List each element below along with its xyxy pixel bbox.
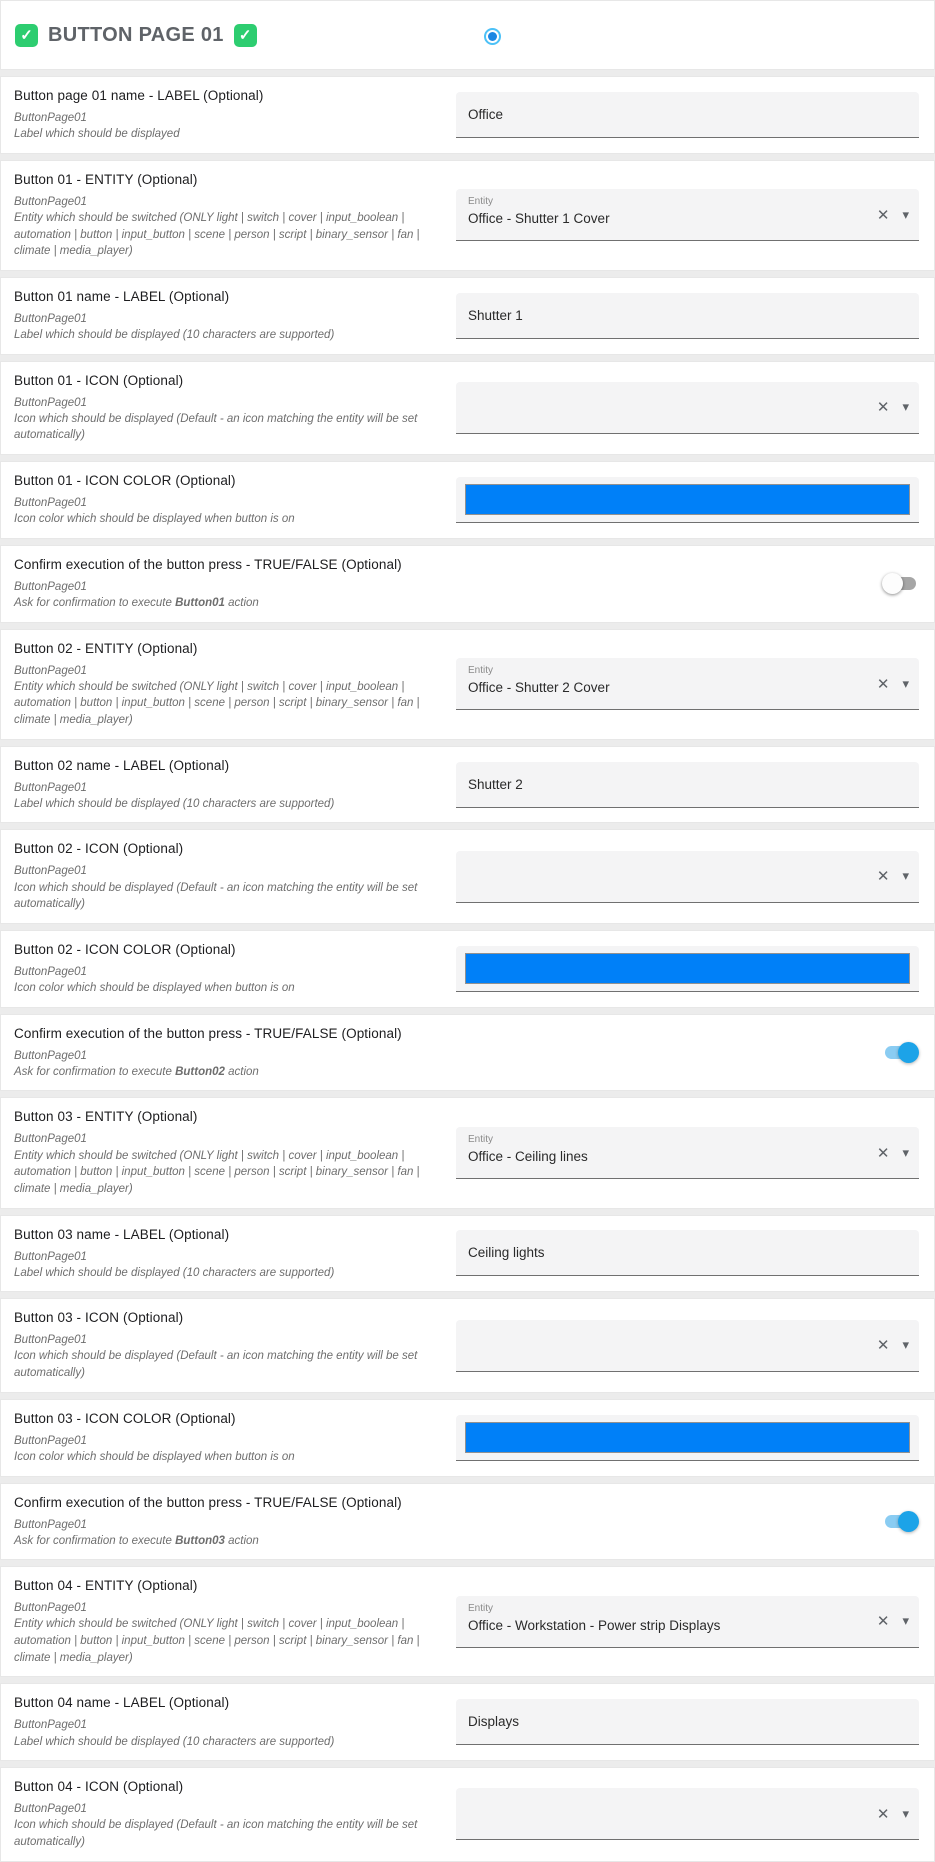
row-title: Button 04 name - LABEL (Optional) xyxy=(14,1695,230,1711)
form-row xyxy=(0,1298,935,1392)
dropdown-arrow-icon[interactable]: ▾ xyxy=(902,1805,909,1821)
row-subtitle: ButtonPage01 xyxy=(14,865,87,878)
field-value: Office - Shutter 2 Cover xyxy=(468,680,610,696)
clear-icon[interactable]: ✕ xyxy=(876,1613,890,1631)
field-floating-label: Entity xyxy=(468,1602,494,1614)
clear-icon[interactable]: ✕ xyxy=(876,675,890,693)
description-text: Ask for confirmation to execute xyxy=(14,1534,176,1547)
text-input[interactable] xyxy=(456,1699,919,1745)
form-row xyxy=(0,629,935,740)
row-subtitle: ButtonPage01 xyxy=(14,1803,87,1816)
description-text: action xyxy=(224,1065,259,1078)
entity-select[interactable] xyxy=(456,1596,919,1648)
row-subtitle: ButtonPage01 xyxy=(14,195,87,208)
entity-select[interactable] xyxy=(456,658,919,710)
clear-icon[interactable]: ✕ xyxy=(876,206,890,224)
field-value: Displays xyxy=(468,1714,520,1730)
row-title: Button 01 - ICON COLOR (Optional) xyxy=(14,473,236,489)
form-row xyxy=(0,461,935,539)
color-swatch[interactable] xyxy=(465,953,910,984)
row-subtitle: ButtonPage01 xyxy=(14,965,87,978)
field-value: Office - Shutter 1 Cover xyxy=(468,211,610,227)
text-input[interactable] xyxy=(456,1230,919,1276)
row-description: Icon which should be displayed (Default - an icon matching the entity will be set automatically) xyxy=(14,1819,418,1848)
row-description: Icon color which should be displayed when button is on xyxy=(14,982,295,995)
field-floating-label: Entity xyxy=(468,665,494,677)
row-title: Button page 01 name - LABEL (Optional) xyxy=(14,88,264,103)
text-input[interactable] xyxy=(456,762,919,808)
icon-select[interactable] xyxy=(456,382,919,434)
color-swatch[interactable] xyxy=(465,1422,910,1453)
toggle-switch[interactable] xyxy=(882,573,919,594)
text-input[interactable] xyxy=(456,293,919,339)
row-description: Label which should be displayed xyxy=(14,128,180,141)
row-description: Label which should be displayed (10 characters are supported) xyxy=(14,1266,335,1279)
button-ref-text: Button03 xyxy=(175,1534,225,1547)
row-subtitle: ButtonPage01 xyxy=(14,112,87,124)
form-row xyxy=(0,1097,935,1208)
row-description xyxy=(14,1533,442,1550)
entity-select[interactable] xyxy=(456,1127,919,1179)
form-row xyxy=(0,1767,935,1861)
page-title: BUTTON PAGE 01 xyxy=(48,23,224,46)
row-description: Icon which should be displayed (Default - an icon matching the entity will be set automatically) xyxy=(14,412,418,442)
row-subtitle: ButtonPage01 xyxy=(14,1049,87,1062)
row-title: Button 01 - ENTITY (Optional) xyxy=(14,171,198,187)
row-title: Confirm execution of the button press - TRUE/FALSE (Optional) xyxy=(14,1025,402,1041)
icon-select[interactable] xyxy=(456,851,919,903)
row-title: Button 03 - ENTITY (Optional) xyxy=(14,1109,198,1125)
row-title: Button 03 name - LABEL (Optional) xyxy=(14,1226,230,1242)
row-description: Entity which should be switched (ONLY light | switch | cover | input_boolean | automation | button | input_button | scene | person | script | binary_sensor | fan | climate | media_player) xyxy=(14,680,420,727)
row-title: Button 03 - ICON (Optional) xyxy=(14,1310,184,1326)
toggle-switch[interactable] xyxy=(882,1511,919,1532)
field-value: Shutter 1 xyxy=(468,307,523,323)
row-subtitle: ButtonPage01 xyxy=(14,781,87,794)
button-ref-text: Button02 xyxy=(175,1065,225,1078)
check-icon: ✓ xyxy=(234,24,257,47)
dropdown-arrow-icon[interactable]: ▾ xyxy=(902,1337,909,1353)
row-title: Button 03 - ICON COLOR (Optional) xyxy=(14,1410,236,1426)
row-subtitle: ButtonPage01 xyxy=(14,1334,87,1347)
row-subtitle: ButtonPage01 xyxy=(14,497,87,510)
row-subtitle: ButtonPage01 xyxy=(14,1250,87,1263)
color-input[interactable] xyxy=(456,477,919,523)
clear-icon[interactable]: ✕ xyxy=(876,1144,890,1162)
dropdown-arrow-icon[interactable]: ▾ xyxy=(902,399,909,415)
clear-icon[interactable]: ✕ xyxy=(876,1805,890,1823)
field-value: Shutter 2 xyxy=(468,776,523,792)
button-ref-text: Button01 xyxy=(175,596,225,609)
row-title: Button 02 - ENTITY (Optional) xyxy=(14,640,198,656)
row-title: Confirm execution of the button press - TRUE/FALSE (Optional) xyxy=(14,1494,402,1510)
row-subtitle: ButtonPage01 xyxy=(14,1434,87,1447)
check-icon: ✓ xyxy=(15,24,38,47)
row-subtitle: ButtonPage01 xyxy=(14,580,87,593)
field-value: Office - Ceiling lines xyxy=(468,1149,588,1164)
form-row xyxy=(0,361,935,455)
field-value: Office xyxy=(468,106,504,122)
color-input[interactable] xyxy=(456,946,919,992)
row-subtitle: ButtonPage01 xyxy=(14,1602,87,1615)
row-subtitle: ButtonPage01 xyxy=(14,312,87,325)
row-title: Button 01 name - LABEL (Optional) xyxy=(14,288,230,304)
form-row xyxy=(0,76,935,154)
form-row xyxy=(0,1215,935,1293)
field-value: Office - Workstation - Power strip Displays xyxy=(468,1617,721,1633)
dropdown-arrow-icon[interactable]: ▾ xyxy=(902,1613,909,1629)
row-description: Icon color which should be displayed when button is on xyxy=(14,513,295,526)
row-description xyxy=(14,595,442,612)
row-title: Button 02 name - LABEL (Optional) xyxy=(14,757,230,773)
color-input[interactable] xyxy=(456,1415,919,1461)
form-row xyxy=(0,1399,935,1477)
dropdown-arrow-icon[interactable]: ▾ xyxy=(902,1144,909,1160)
description-text: action xyxy=(224,1534,259,1547)
row-description: Label which should be displayed (10 characters are supported) xyxy=(14,797,335,810)
color-swatch[interactable] xyxy=(465,484,910,515)
toggle-thumb xyxy=(898,1042,919,1063)
row-subtitle: ButtonPage01 xyxy=(14,1518,87,1531)
page-header xyxy=(0,0,935,70)
row-description: Icon which should be displayed (Default - an icon matching the entity will be set automatically) xyxy=(14,881,418,911)
toggle-switch[interactable] xyxy=(882,1042,919,1063)
field-value: Ceiling lights xyxy=(468,1245,545,1261)
description-text: action xyxy=(224,596,259,609)
row-subtitle: ButtonPage01 xyxy=(14,1719,87,1732)
radio-button[interactable] xyxy=(484,28,501,45)
form-row xyxy=(0,1483,935,1561)
row-subtitle: ButtonPage01 xyxy=(14,1133,87,1146)
row-description: Label which should be displayed (10 characters are supported) xyxy=(14,1735,335,1748)
row-description: Icon color which should be displayed when button is on xyxy=(14,1450,295,1463)
row-title: Button 04 - ENTITY (Optional) xyxy=(14,1578,198,1594)
form-row xyxy=(0,1014,935,1092)
field-floating-label: Entity xyxy=(468,196,494,208)
toggle-thumb xyxy=(882,573,903,594)
row-description: Icon which should be displayed (Default - an icon matching the entity will be set automatically) xyxy=(14,1350,418,1380)
icon-select[interactable] xyxy=(456,1788,919,1840)
row-title: Confirm execution of the button press - TRUE/FALSE (Optional) xyxy=(14,556,402,572)
toggle-thumb xyxy=(898,1511,919,1532)
row-description: Label which should be displayed (10 characters are supported) xyxy=(14,328,335,341)
row-title: Button 02 - ICON (Optional) xyxy=(14,841,184,857)
description-text: Ask for confirmation to execute xyxy=(14,1065,176,1078)
form-row xyxy=(0,160,935,271)
row-title: Button 01 - ICON (Optional) xyxy=(14,372,184,388)
row-description: Entity which should be switched (ONLY light | switch | cover | input_boolean | automation | button | input_button | scene | person | script | binary_sensor | fan | climate | media_player) xyxy=(14,1149,420,1195)
entity-select[interactable] xyxy=(456,189,919,241)
form-row xyxy=(0,930,935,1008)
dropdown-arrow-icon[interactable]: ▾ xyxy=(902,206,909,222)
description-text: Ask for confirmation to execute xyxy=(14,596,176,609)
dropdown-arrow-icon[interactable]: ▾ xyxy=(902,868,909,884)
form-row xyxy=(0,1683,935,1761)
form-row xyxy=(0,545,935,623)
clear-icon[interactable]: ✕ xyxy=(876,1337,890,1355)
row-title: Button 04 - ICON (Optional) xyxy=(14,1779,184,1795)
row-description xyxy=(14,1064,442,1081)
form-row xyxy=(0,1566,935,1677)
dropdown-arrow-icon[interactable]: ▾ xyxy=(902,675,909,691)
form-row xyxy=(0,746,935,824)
row-title: Button 02 - ICON COLOR (Optional) xyxy=(14,941,236,957)
clear-icon[interactable]: ✕ xyxy=(876,868,890,886)
form-row xyxy=(0,829,935,923)
row-subtitle: ButtonPage01 xyxy=(14,664,87,677)
field-floating-label: Entity xyxy=(468,1134,494,1145)
text-input[interactable] xyxy=(456,92,919,138)
form-row xyxy=(0,277,935,355)
row-description: Entity which should be switched (ONLY light | switch | cover | input_boolean | automation | button | input_button | scene | person | script | binary_sensor | fan | climate | media_player) xyxy=(14,211,420,258)
row-subtitle: ButtonPage01 xyxy=(14,396,87,409)
radio-dot-icon xyxy=(488,32,497,41)
clear-icon[interactable]: ✕ xyxy=(876,399,890,417)
icon-select[interactable] xyxy=(456,1320,919,1372)
row-description: Entity which should be switched (ONLY light | switch | cover | input_boolean | automation | button | input_button | scene | person | script | binary_sensor | fan | climate | media_player) xyxy=(14,1618,420,1664)
